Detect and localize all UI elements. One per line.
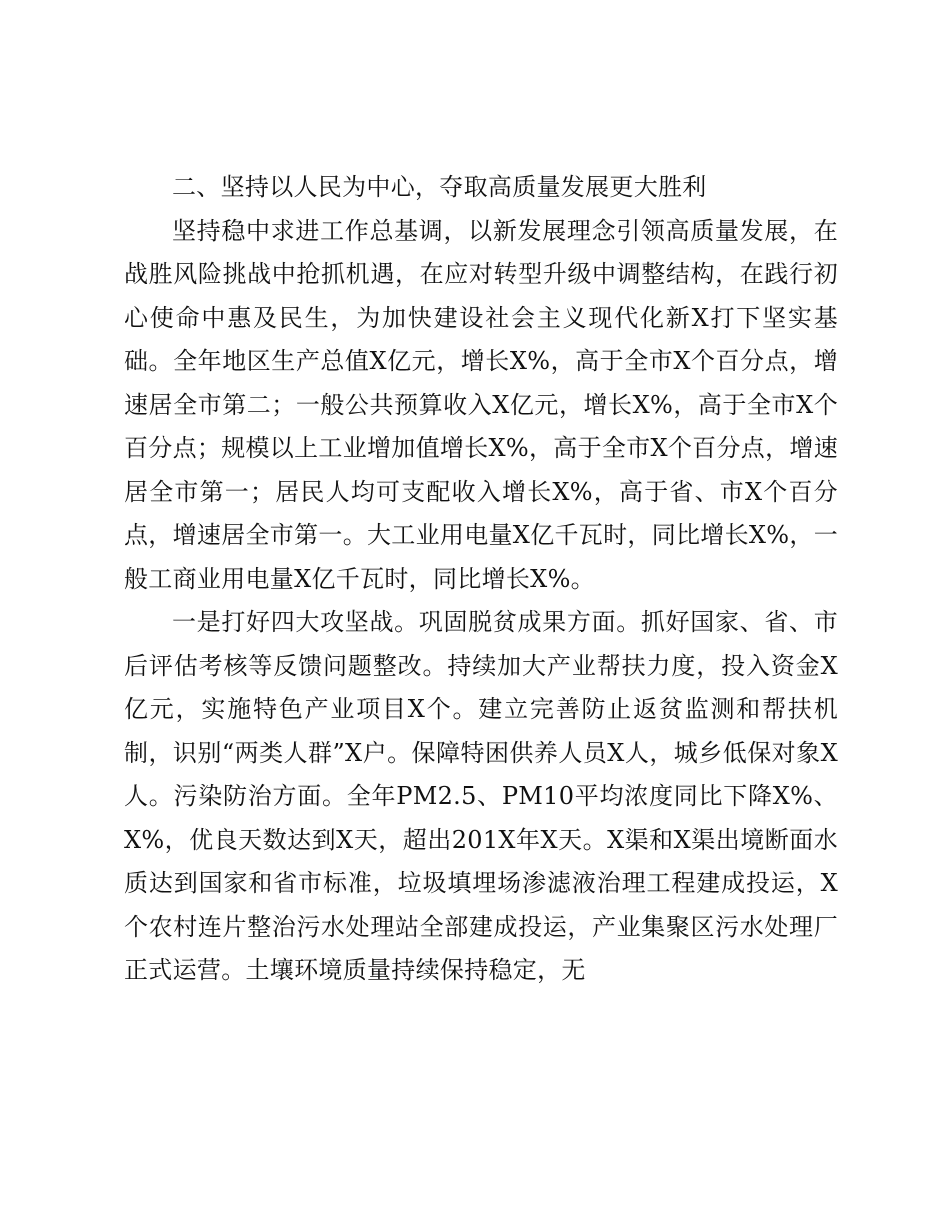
paragraph-four-battles: 一是打好四大攻坚战。巩固脱贫成果方面。抓好国家、省、市后评估考核等反馈问题整改。持续加大产业帮扶力度，投入资金X亿元，实施特色产业项目X个。建立完善防止返贫监测和帮扶机制，识别“两类人群”X户。保障特困供养人员X人，城乡低保对象X人。污染防治方面。全年PM2.5、PM10平均浓度同比下降X%、X%，优良天数达到X天，超出201X年X天。X渠和X渠出境断面水质达到国家和省市标准，垃圾填埋场渗滤液治理工程建成投运，X个农村连片整治污水处理站全部建成投运，产业集聚区污水处理厂正式运营。土壤环境质量持续保持稳定，无 (124, 608, 838, 984)
document-page (124, 166, 838, 993)
section-heading: 二、坚持以人民为中心，夺取高质量发展更大胜利 (172, 173, 707, 201)
paragraph-overview: 坚持稳中求进工作总基调，以新发展理念引领高质量发展，在战胜风险挑战中抢抓机遇，在应对转型升级中调整结构，在践行初心使命中惠及民生，为加快建设社会主义现代化新X打下坚实基础。全年地区生产总值X亿元，增长X%，高于全市X个百分点，增速居全市第二；一般公共预算收入X亿元，增长X%，高于全市X个百分点；规模以上工业增加值增长X%，高于全市X个百分点，增速居全市第一；居民人均可支配收入增长X%，高于省、市X个百分点，增速居全市第一。大工业用电量X亿千瓦时，同比增长X%，一般工商业用电量X亿千瓦时，同比增长X%。 (124, 216, 838, 593)
